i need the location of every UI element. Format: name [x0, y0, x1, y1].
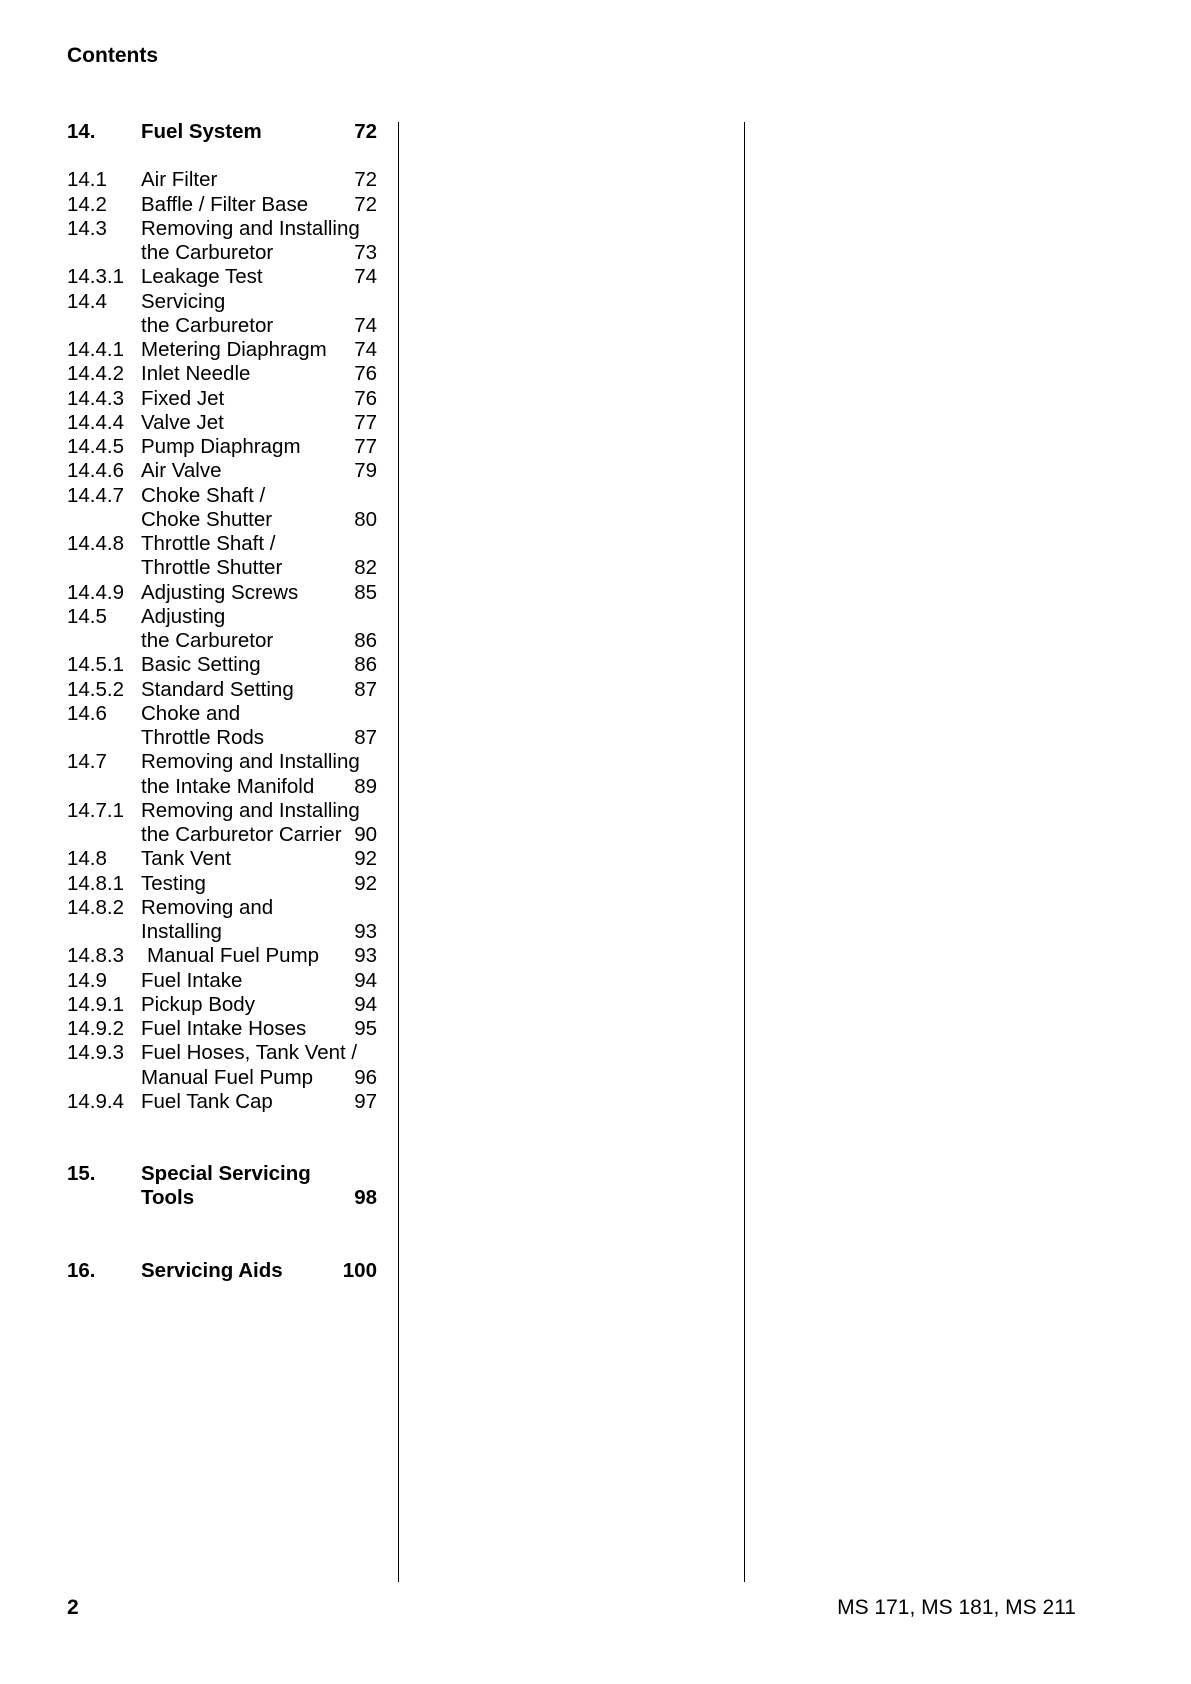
toc-entry-title: Baffle / Filter Base	[141, 192, 309, 216]
toc-entry	[67, 750, 377, 774]
toc-entry-page: 96	[354, 1065, 377, 1089]
toc-entry-number: 14.9.4	[67, 1089, 124, 1113]
toc-entry-title: Basic Setting	[141, 653, 261, 677]
toc-entry-title: Tools	[141, 1186, 195, 1210]
toc-entry-page: 77	[354, 410, 377, 434]
toc-entry-number: 14.3	[67, 216, 107, 240]
toc-entry-page: 89	[354, 774, 377, 798]
model-list: MS 171, MS 181, MS 211	[837, 1596, 1076, 1619]
toc-entry-title: Adjusting Screws	[141, 580, 299, 604]
toc-entry-page: 76	[354, 386, 377, 410]
toc-entry-title: Inlet Needle	[141, 362, 251, 386]
toc-entry-page: 79	[354, 459, 377, 483]
toc-entry	[67, 702, 377, 726]
toc-entry-number: 14.4.5	[67, 435, 124, 458]
toc-entry-title: Removing and Installing	[141, 216, 360, 240]
toc-entry-number: 14.9.1	[67, 992, 124, 1016]
toc-entry-title: Fuel Intake Hoses	[141, 1017, 307, 1040]
toc-entry	[67, 920, 377, 944]
toc-entry-title: Air Valve	[141, 459, 222, 483]
toc-entry-title: Choke and	[141, 701, 241, 725]
toc-entry-title: Leakage Test	[141, 265, 263, 289]
toc-entry	[67, 241, 377, 265]
toc-entry-page: 95	[354, 1017, 377, 1040]
toc-entry-title: the Carburetor	[141, 629, 274, 652]
toc-entry-page: 85	[354, 580, 377, 604]
toc-entry-title: Fuel Hoses, Tank Vent /	[141, 1041, 358, 1065]
toc-entry-title: the Carburetor	[141, 313, 274, 337]
toc-spacer	[67, 1211, 377, 1259]
toc-entry	[67, 847, 377, 871]
toc-entry-page: 86	[354, 653, 377, 677]
toc-entry-page: 92	[354, 847, 377, 871]
toc-entry-number: 14.4.3	[67, 386, 124, 410]
toc-entry-title: Pump Diaphragm	[141, 435, 301, 458]
toc-entry-page: 82	[354, 556, 377, 580]
toc-entry	[67, 726, 377, 750]
toc-entry	[67, 605, 377, 629]
toc-entry-title: Throttle Rods	[141, 726, 265, 749]
toc-entry-title: Installing	[141, 920, 222, 943]
toc-entry-page: 87	[354, 726, 377, 749]
toc-entry-number: 14.2	[67, 192, 107, 216]
table-of-contents	[67, 120, 377, 1283]
column-divider-left	[398, 122, 399, 1582]
toc-entry-page: 90	[354, 823, 377, 846]
toc-entry-page: 93	[354, 944, 377, 968]
toc-entry-title: Removing and	[141, 895, 274, 919]
toc-chapter-entry	[67, 1186, 377, 1210]
toc-entry-page: 87	[354, 677, 377, 701]
toc-entry-page: 72	[354, 120, 377, 143]
toc-entry-page: 74	[354, 313, 377, 337]
toc-entry-number: 15.	[67, 1162, 96, 1185]
toc-entry	[67, 581, 377, 605]
toc-entry	[67, 944, 377, 968]
toc-entry-title: the Intake Manifold	[141, 774, 315, 798]
toc-entry	[67, 556, 377, 580]
toc-entry	[67, 872, 377, 896]
toc-entry-page: 94	[354, 992, 377, 1016]
toc-entry-number: 14.7	[67, 750, 107, 774]
toc-spacer	[67, 1114, 377, 1162]
toc-entry-title: Removing and Installing	[141, 750, 360, 774]
toc-entry-page: 100	[342, 1258, 377, 1282]
page-title: Contents	[67, 44, 158, 67]
toc-entry-title: Manual Fuel Pump	[141, 1065, 314, 1089]
toc-entry	[67, 1041, 377, 1065]
toc-entry-number: 16.	[67, 1258, 96, 1282]
toc-entry-number: 14.7.1	[67, 798, 124, 822]
toc-entry-title: Fuel Tank Cap	[141, 1089, 273, 1113]
toc-entry	[67, 799, 377, 823]
toc-entry	[67, 678, 377, 702]
toc-entry-title: the Carburetor Carrier	[141, 823, 342, 846]
toc-entry-number: 14.8.1	[67, 871, 124, 895]
page-number: 2	[67, 1596, 79, 1619]
toc-entry-number: 14.6	[67, 701, 107, 725]
toc-entry	[67, 290, 377, 314]
toc-entry-title: Special Servicing	[141, 1162, 311, 1185]
toc-entry-number: 14.8.2	[67, 895, 124, 919]
toc-entry-number: 14.4.6	[67, 459, 124, 483]
toc-entry	[67, 993, 377, 1017]
toc-entry-title: Testing	[141, 871, 206, 895]
toc-entry	[67, 823, 377, 847]
toc-entry-number: 14.4.1	[67, 338, 124, 361]
toc-entry-title: Manual Fuel Pump	[147, 944, 320, 968]
toc-entry-title: Valve Jet	[141, 410, 224, 434]
toc-entry-title: Tank Vent	[141, 847, 232, 871]
toc-entry-page: 72	[354, 192, 377, 216]
toc-entry-number: 14.4.8	[67, 532, 124, 555]
toc-chapter-entry	[67, 1162, 377, 1186]
toc-entry-number: 14.5.1	[67, 653, 124, 677]
toc-entry-number: 14.1	[67, 168, 107, 192]
toc-entry	[67, 435, 377, 459]
toc-entry	[67, 193, 377, 217]
toc-spacer	[67, 144, 377, 168]
toc-entry-title: Adjusting	[141, 604, 226, 628]
toc-entry-number: 14.8	[67, 847, 107, 871]
toc-entry-number: 14.	[67, 120, 96, 143]
toc-entry	[67, 1017, 377, 1041]
toc-entry	[67, 653, 377, 677]
toc-entry-page: 98	[354, 1186, 377, 1210]
toc-entry	[67, 1090, 377, 1114]
toc-entry	[67, 629, 377, 653]
toc-entry-number: 14.3.1	[67, 265, 124, 289]
toc-entry-number: 14.9.2	[67, 1017, 124, 1040]
toc-entry-title: the Carburetor	[141, 241, 274, 264]
toc-entry-number: 14.9	[67, 968, 107, 992]
toc-entry	[67, 168, 377, 192]
toc-entry-number: 14.9.3	[67, 1041, 124, 1065]
toc-entry	[67, 775, 377, 799]
toc-entry	[67, 217, 377, 241]
toc-entry-page: 76	[354, 362, 377, 386]
toc-entry	[67, 314, 377, 338]
toc-entry-title: Fuel Intake	[141, 968, 243, 992]
toc-entry-title: Throttle Shutter	[141, 556, 283, 580]
toc-chapter-entry	[67, 1259, 377, 1283]
toc-entry	[67, 338, 377, 362]
toc-entry-title: Fuel System	[141, 120, 262, 143]
toc-entry-page: 74	[354, 338, 377, 361]
toc-entry-page: 92	[354, 871, 377, 895]
toc-entry-number: 14.8.3	[67, 944, 124, 968]
toc-entry-title: Servicing Aids	[141, 1258, 283, 1282]
toc-entry-page: 72	[354, 168, 377, 192]
toc-entry	[67, 896, 377, 920]
toc-entry	[67, 362, 377, 386]
toc-entry-title: Choke Shaft /	[141, 483, 266, 507]
toc-entry-title: Standard Setting	[141, 677, 294, 701]
toc-entry-title: Throttle Shaft /	[141, 532, 276, 555]
toc-entry-number: 14.5.2	[67, 677, 124, 701]
toc-entry-title: Metering Diaphragm	[141, 338, 327, 361]
column-divider-right	[744, 122, 745, 1582]
toc-entry-number: 14.4.7	[67, 483, 124, 507]
toc-entry-page: 93	[354, 920, 377, 943]
toc-entry-page: 94	[354, 968, 377, 992]
toc-entry-page: 73	[354, 241, 377, 264]
toc-entry	[67, 508, 377, 532]
toc-entry-page: 74	[354, 265, 377, 289]
toc-entry-title: Fixed Jet	[141, 386, 225, 410]
toc-entry-number: 14.4.2	[67, 362, 124, 386]
toc-entry	[67, 459, 377, 483]
toc-entry-title: Removing and Installing	[141, 798, 360, 822]
toc-entry-page: 86	[354, 629, 377, 652]
toc-entry-title: Choke Shutter	[141, 507, 273, 531]
toc-entry-page: 80	[354, 507, 377, 531]
toc-entry-title: Servicing	[141, 289, 226, 313]
toc-entry	[67, 532, 377, 556]
toc-entry-number: 14.4.9	[67, 580, 124, 604]
toc-entry-number: 14.4	[67, 289, 107, 313]
toc-entry-number: 14.5	[67, 604, 107, 628]
toc-entry	[67, 969, 377, 993]
toc-entry-page: 97	[354, 1089, 377, 1113]
toc-entry	[67, 1066, 377, 1090]
toc-entry	[67, 411, 377, 435]
toc-entry	[67, 387, 377, 411]
toc-entry	[67, 484, 377, 508]
toc-entry-number: 14.4.4	[67, 410, 124, 434]
toc-entry-title: Air Filter	[141, 168, 218, 192]
toc-entry-title: Pickup Body	[141, 992, 255, 1016]
toc-entry-page: 77	[354, 435, 377, 458]
toc-entry	[67, 265, 377, 289]
toc-chapter-entry	[67, 120, 377, 144]
